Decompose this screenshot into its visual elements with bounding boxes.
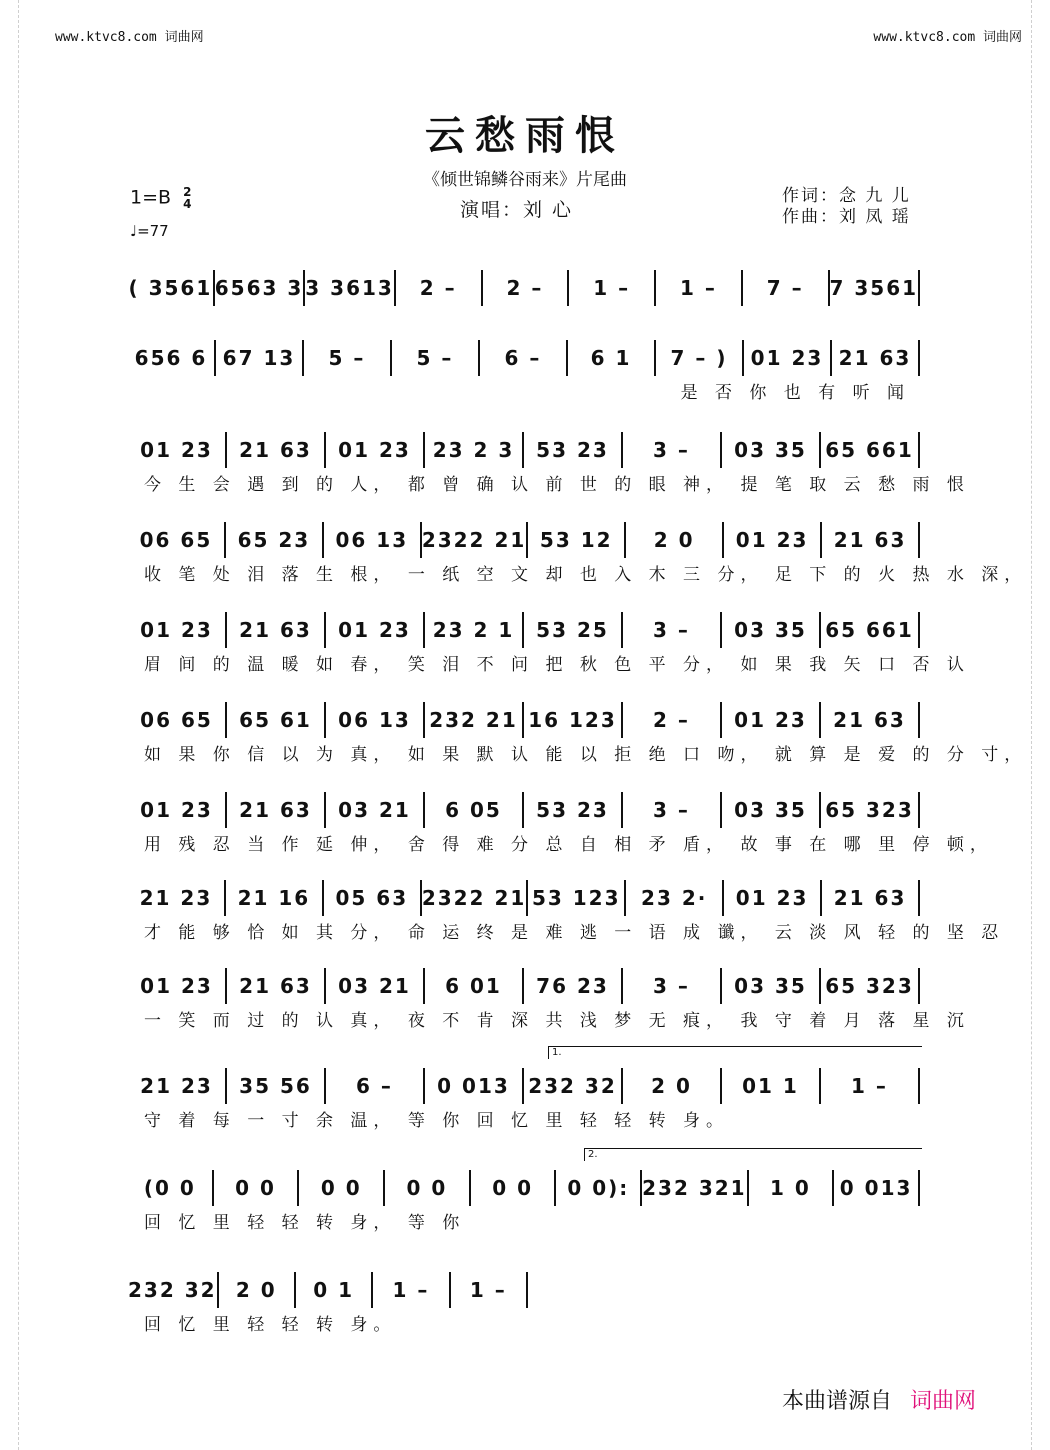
key-signature [130, 186, 191, 210]
song-title: 云愁雨恨 [425, 112, 625, 159]
score-system [128, 1066, 920, 1136]
measure: 2 – [394, 270, 481, 306]
measure: 3 – [621, 792, 720, 828]
measure: 21 16 [224, 880, 322, 916]
measure: 21 63 [225, 432, 324, 468]
measure: 2 0 [217, 1272, 294, 1308]
lyrics-row: 回 忆 里 轻 轻 转 身， 等 你 [144, 1213, 466, 1233]
measure: 23 2 1 [423, 612, 522, 648]
measure: 1 – [819, 1068, 920, 1104]
measure: 67 13 [214, 340, 302, 376]
site-url-left: www.ktvc8.com 词曲网 [55, 30, 204, 45]
notation-row [128, 610, 920, 650]
notation-row [128, 966, 920, 1006]
measure: 0 0 [469, 1170, 555, 1206]
measure: 5 – [390, 340, 478, 376]
measure: 21 63 [830, 340, 920, 376]
measure: 21 23 [140, 1074, 213, 1098]
measure: 0 013 [423, 1068, 522, 1104]
measure: 06 13 [324, 702, 423, 738]
measure: 0 0 [297, 1170, 383, 1206]
measure: 01 23 [722, 880, 820, 916]
measure: 01 23 [324, 432, 423, 468]
lyrics-row: 才 能 够 恰 如 其 分， 命 运 终 是 难 逃 一 语 成 谶， 云 淡 风 轻 的 坚 忍 [144, 923, 1005, 943]
measure: 1 – [567, 270, 654, 306]
measure: 0 0 [212, 1170, 298, 1206]
measure: 53 123 [526, 880, 624, 916]
song-subtitle: 《倾世锦鳞谷雨来》片尾曲 [423, 170, 627, 190]
score-system [128, 790, 993, 860]
measure: 1 – [371, 1272, 448, 1308]
measure: 2 – [621, 702, 720, 738]
measure: 21 63 [225, 968, 324, 1004]
measure: 06 65 [140, 708, 213, 732]
measure: 7 – [741, 270, 828, 306]
right-border-strip [1031, 0, 1050, 1450]
measure: 53 23 [522, 792, 621, 828]
measure: 5 – [302, 340, 390, 376]
site-url-right: www.ktvc8.com 词曲网 [873, 30, 1022, 45]
footer-source [782, 1384, 976, 1415]
credits-block [782, 186, 911, 228]
measure: 01 23 [140, 974, 213, 998]
lyrics-row: 一 笑 而 过 的 认 真， 夜 不 肯 深 共 浅 梦 无 痕， 我 守 着 月 落 星 沉 [144, 1011, 970, 1031]
measure: 0 0): [554, 1170, 640, 1206]
measure: 7 3561 [828, 270, 921, 306]
measure: 2 0 [624, 522, 722, 558]
measure: 1 – [654, 270, 741, 306]
measure: 06 13 [322, 522, 420, 558]
measure: 21 23 [139, 886, 213, 910]
measure: 23 2· [624, 880, 722, 916]
measure: 76 23 [522, 968, 621, 1004]
time-bottom: 4 [183, 197, 192, 211]
notation-row [128, 878, 920, 918]
notation-row [128, 1066, 920, 1106]
notation-row [128, 268, 920, 308]
measure: 65 23 [224, 522, 322, 558]
lyrics-row: 今 生 会 遇 到 的 人， 都 曾 确 认 前 世 的 眼 神， 提 笔 取 云 愁 雨 恨 [144, 475, 970, 495]
measure: 21 63 [225, 792, 324, 828]
measure: 03 35 [720, 968, 819, 1004]
measure: 2322 21 [420, 522, 526, 558]
notation-row [128, 700, 920, 740]
volta-first-ending: 1. [548, 1046, 922, 1059]
notation-row [128, 338, 920, 378]
measure: 1 0 [747, 1170, 833, 1206]
measure: 232 21 [423, 702, 522, 738]
score-system [128, 268, 920, 338]
measure: 01 23 [140, 798, 213, 822]
lyrics-row: 用 残 忍 当 作 延 伸， 舍 得 难 分 总 自 相 矛 盾， 故 事 在 哪 里 停 顿， [144, 835, 993, 855]
measure: 06 65 [139, 528, 213, 552]
key-label: 1=B [130, 186, 172, 209]
measure: 6 01 [423, 968, 522, 1004]
notation-row [128, 430, 920, 470]
measure: 7 – ) [654, 340, 742, 376]
measure: 656 6 [134, 346, 208, 370]
measure: 01 23 [140, 618, 213, 642]
measure: 16 123 [522, 702, 621, 738]
composer-credit: 作曲：刘 凤 瑶 [782, 207, 911, 227]
measure: 2322 21 [420, 880, 526, 916]
measure: 03 35 [720, 792, 819, 828]
measure: 65 661 [819, 432, 920, 468]
singer-credit: 演唱：刘 心 [460, 199, 574, 221]
measure: 01 23 [324, 612, 423, 648]
measure: 01 23 [722, 522, 820, 558]
measure: 01 23 [742, 340, 830, 376]
volta-second-ending: 2. [584, 1148, 922, 1161]
notation-row [128, 1168, 920, 1208]
measure: 03 35 [720, 432, 819, 468]
score-system [128, 1270, 528, 1340]
measure: 3 – [621, 612, 720, 648]
measure: 01 1 [720, 1068, 819, 1104]
measure: 03 21 [324, 968, 423, 1004]
measure: (0 0 [143, 1176, 196, 1200]
measure: 21 63 [819, 702, 920, 738]
measure: 0 013 [832, 1170, 920, 1206]
measure: 3 3613 [303, 270, 394, 306]
score-system [128, 430, 970, 500]
notation-row [128, 790, 920, 830]
measure: 53 25 [522, 612, 621, 648]
measure: 03 35 [720, 612, 819, 648]
measure: 232 32 [128, 1278, 217, 1302]
lyrics-row [128, 308, 920, 338]
measure: 23 2 3 [423, 432, 522, 468]
score-system [128, 966, 970, 1036]
score-system [128, 520, 1028, 590]
measure: 21 63 [820, 522, 920, 558]
lyricist-credit: 作词：念 九 儿 [782, 186, 911, 206]
measure: 05 63 [322, 880, 420, 916]
measure: 01 23 [720, 702, 819, 738]
score-system [128, 1168, 920, 1238]
measure: 53 12 [526, 522, 624, 558]
measure: 232 32 [522, 1068, 621, 1104]
measure: ( 3561 [128, 276, 213, 300]
notation-row [128, 520, 920, 560]
score-system [128, 878, 1005, 948]
measure: 65 323 [819, 792, 920, 828]
measure: 0 0 [383, 1170, 469, 1206]
score-system [128, 610, 970, 680]
lyrics-row: 如 果 你 信 以 为 真， 如 果 默 认 能 以 拒 绝 口 吻， 就 算 是 爱 的 分 寸， [144, 745, 1028, 765]
measure: 03 21 [324, 792, 423, 828]
lyrics-row: 眉 间 的 温 暖 如 春， 笑 泪 不 问 把 秋 色 平 分， 如 果 我 矢 口 否 认 [144, 655, 970, 675]
measure: 65 61 [225, 702, 324, 738]
lyrics-row: 回 忆 里 轻 轻 转 身。 [144, 1315, 397, 1335]
measure: 3 – [621, 432, 720, 468]
measure: 3 – [621, 968, 720, 1004]
measure: 65 323 [819, 968, 920, 1004]
time-top: 2 [183, 185, 192, 199]
measure: 21 63 [820, 880, 920, 916]
left-border-strip [0, 0, 19, 1450]
tempo-marking: ♩=77 [130, 222, 169, 240]
lyrics-row: 收 笔 处 泪 落 生 根， 一 纸 空 文 却 也 入 木 三 分， 足 下 的 火 热 水 深， [144, 565, 1028, 585]
measure: 2 – [481, 270, 568, 306]
measure: 21 63 [225, 612, 324, 648]
measure: 6 – [478, 340, 566, 376]
measure: 65 661 [819, 612, 920, 648]
footer-source-text: 本曲谱源自 [782, 1389, 893, 1414]
measure: 53 23 [522, 432, 621, 468]
measure: 6563 3 [213, 270, 304, 306]
lyrics-row: 守 着 每 一 寸 余 温， 等 你 回 忆 里 轻 轻 转 身。 [144, 1111, 730, 1131]
measure: 6 1 [566, 340, 654, 376]
lyrics-row: 是 否 你 也 有 听 闻 [680, 383, 910, 403]
notation-row [128, 1270, 528, 1310]
measure: 01 23 [140, 438, 213, 462]
score-system [128, 338, 920, 408]
score-system [128, 700, 1028, 770]
measure: 2 0 [621, 1068, 720, 1104]
measure: 232 321 [640, 1170, 746, 1206]
measure: 35 56 [225, 1068, 324, 1104]
measure: 0 1 [294, 1272, 371, 1308]
measure: 6 – [324, 1068, 423, 1104]
measure: 6 05 [423, 792, 522, 828]
footer-brand: 词曲网 [910, 1389, 977, 1414]
measure: 1 – [449, 1272, 528, 1308]
time-signature [183, 186, 191, 210]
